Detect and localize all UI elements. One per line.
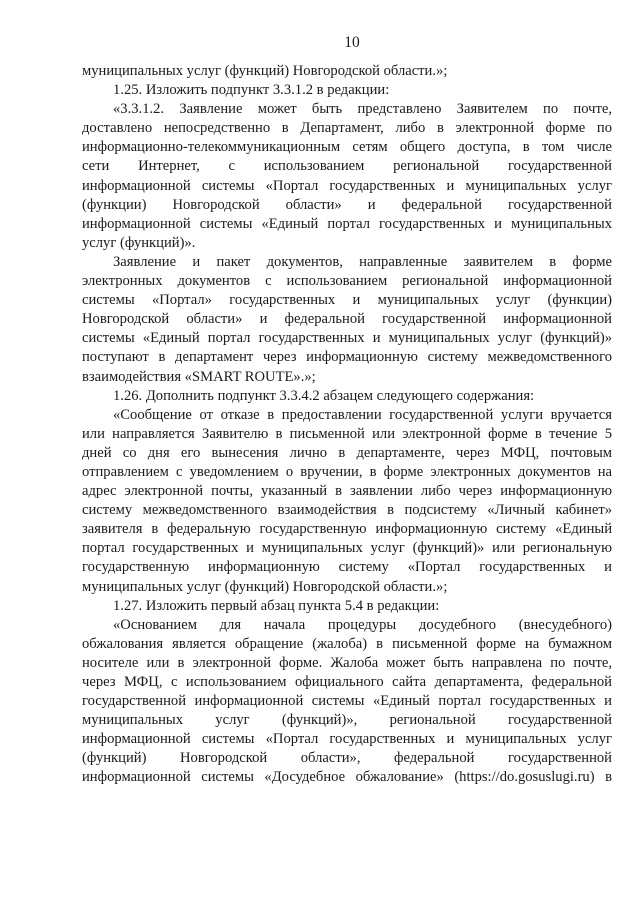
- text-line: систему межведомственного взаимодействия в подсистему «Личный кабинет»: [82, 502, 612, 519]
- text-line: «Основанием для начала процедуры досудебного (внесудебного): [113, 616, 612, 633]
- text-line: (функции) Новгородской области» и федеральной государственной: [82, 196, 612, 213]
- text-line: (функций) Новгородской области», федеральной государственной: [82, 750, 612, 767]
- text-line: системы «Единый портал государственных и муниципальных услуг (функций)»: [82, 330, 612, 347]
- text-line: «Сообщение от отказе в предоставлении государственной услуги вручается: [113, 406, 612, 423]
- document-text: [82, 62, 612, 788]
- text-line: через МФЦ, с использованием официального сайта департамента, федеральной: [82, 674, 612, 690]
- text-line: информационной системы «Портал государственных и муниципальных услуг: [82, 177, 612, 194]
- text-line: доставлено непосредственно в Департамент, либо в электронной форме по: [82, 120, 612, 137]
- text-line: 1.26. Дополнить подпункт 3.3.4.2 абзацем следующего содержания:: [113, 387, 535, 404]
- text-line: Заявление и пакет документов, направленные заявителем в форме: [113, 253, 612, 270]
- text-line: услуг (функций)».: [82, 234, 196, 251]
- text-line: государственную информационную систему «Портал государственных и: [82, 559, 612, 576]
- text-line: 1.25. Изложить подпункт 3.3.1.2 в редакции:: [113, 82, 390, 99]
- text-line: дней со дня его вынесения лично в департаменте, через МФЦ, почтовым: [82, 444, 612, 461]
- text-line: информационной системы «Портал государственных и муниципальных услуг: [82, 731, 612, 748]
- text-line: носителе или в электронной форме. Жалоба может быть направлена по почте,: [82, 654, 612, 671]
- text-line: муниципальных услуг (функций) Новгородской области.»;: [82, 63, 448, 79]
- text-line: муниципальных услуг (функций) Новгородской области.»;: [82, 578, 448, 595]
- text-line: портал государственных и муниципальных услуг (функций)» или региональную: [82, 540, 612, 557]
- text-line: заявителя в федеральную государственную информационную систему «Единый: [82, 521, 612, 538]
- text-line: информационной системы «Досудебное обжалование» (https://do.gosuslugi.ru) в: [82, 769, 612, 786]
- text-line: информационной системы «Единый портал государственных и муниципальных: [82, 215, 612, 232]
- text-line: Новгородской области» и федеральной государственной информационной: [82, 311, 612, 328]
- text-line: «3.3.1.2. Заявление может быть представлено Заявителем по почте,: [113, 101, 612, 118]
- page-number: 10: [344, 34, 360, 51]
- text-line: сети Интернет, с использованием региональной государственной: [82, 158, 612, 175]
- text-line: информационно-телекоммуникационным сетям общего доступа, в том числе: [82, 139, 612, 156]
- text-line: взаимодействия «SMART ROUTE».»;: [82, 368, 316, 385]
- text-line: системы «Портал» государственных и муниципальных услуг (функции): [82, 292, 612, 309]
- text-line: муниципальных услуг (функций)», региональной государственной: [82, 712, 612, 729]
- text-line: электронных документов с использованием региональной информационной: [82, 273, 612, 290]
- text-line: адрес электронной почты, указанный в заявлении либо через информационную: [82, 483, 612, 500]
- text-line: государственной информационной системы «Единый портал государственных и: [82, 693, 612, 710]
- text-line: или направляется Заявителю в письменной или электронной форме в течение 5: [82, 425, 612, 442]
- text-line: поступают в департамент через информационную систему межведомственного: [82, 349, 612, 366]
- text-line: 1.27. Изложить первый абзац пункта 5.4 в редакции:: [113, 597, 440, 614]
- text-line: обжалования является обращение (жалоба) в письменной форме на бумажном: [82, 635, 612, 652]
- text-line: отправлением с уведомлением о вручении, в форме электронных документов на: [82, 463, 612, 480]
